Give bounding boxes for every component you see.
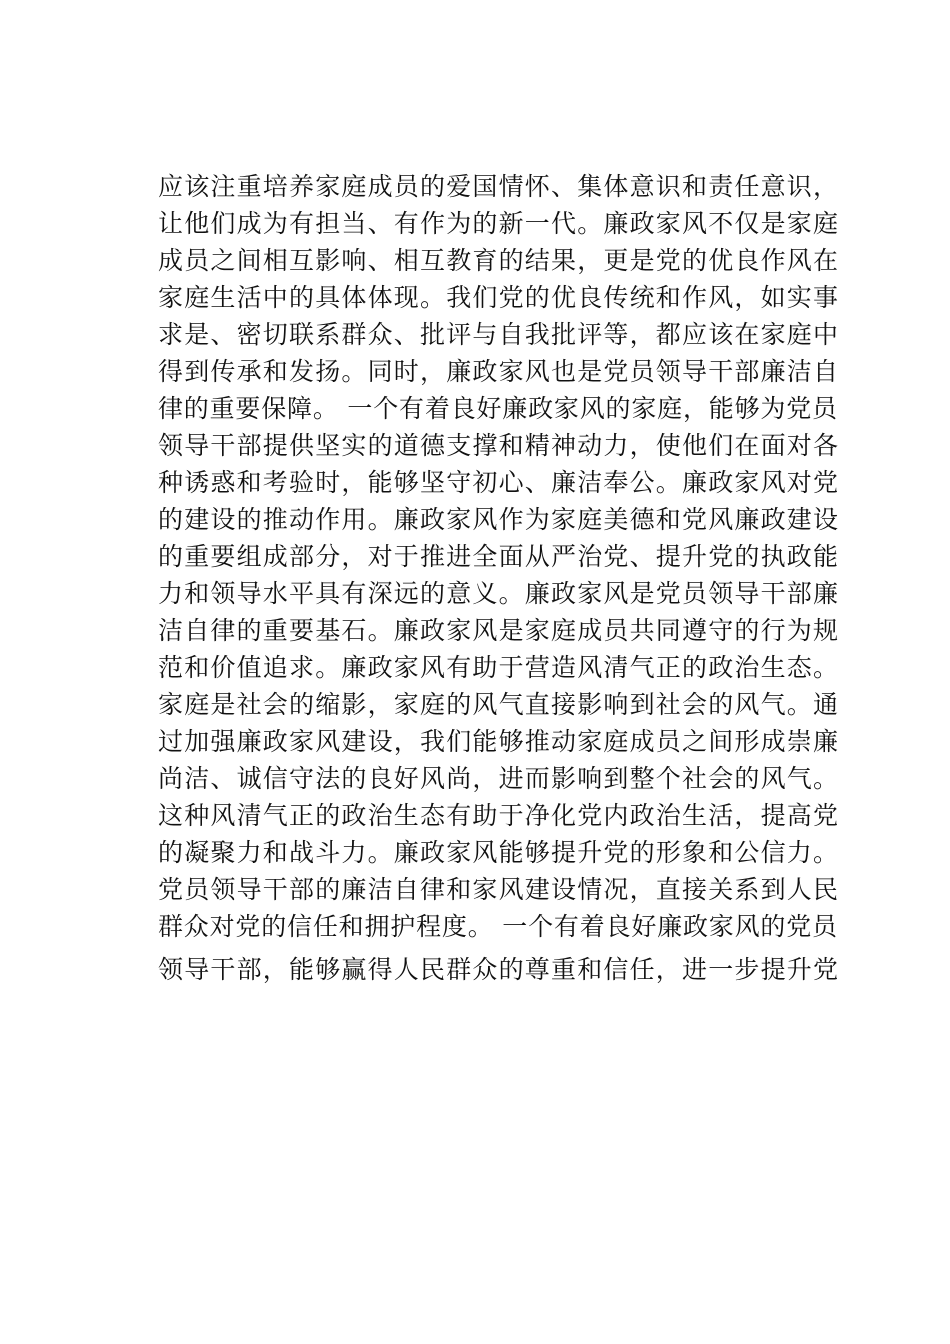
text-line: 成员之间相互影响、相互教育的结果，更是党的优良作风在	[158, 246, 840, 275]
body-text	[158, 168, 838, 988]
text-line: 洁自律的重要基石。廉政家风是家庭成员共同遵守的行为规	[158, 616, 840, 645]
text-line: 领导干部，能够赢得人民群众的尊重和信任，进一步提升党	[158, 955, 840, 984]
text-line: 力和领导水平具有深远的意义。廉政家风是党员领导干部廉	[158, 579, 840, 608]
text-line: 得到传承和发扬。同时，廉政家风也是党员领导干部廉洁自	[158, 357, 840, 386]
text-line: 这种风清气正的政治生态有助于净化党内政治生活，提高党	[158, 801, 840, 830]
text-line: 领导干部提供坚实的道德支撑和精神动力，使他们在面对各	[158, 431, 840, 460]
text-line: 家庭是社会的缩影，家庭的风气直接影响到社会的风气。通	[158, 690, 840, 719]
text-line: 的凝聚力和战斗力。廉政家风能够提升党的形象和公信力。	[158, 838, 840, 867]
text-line: 应该注重培养家庭成员的爱国情怀、集体意识和责任意识，	[158, 172, 840, 201]
text-line: 让他们成为有担当、有作为的新一代。廉政家风不仅是家庭	[158, 209, 840, 238]
text-line: 种诱惑和考验时，能够坚守初心、廉洁奉公。廉政家风对党	[158, 468, 840, 497]
text-line: 的重要组成部分，对于推进全面从严治党、提升党的执政能	[158, 542, 840, 571]
text-line: 求是、密切联系群众、批评与自我批评等，都应该在家庭中	[158, 320, 840, 349]
text-line: 党员领导干部的廉洁自律和家风建设情况，直接关系到人民	[158, 875, 840, 904]
text-line: 群众对党的信任和拥护程度。 一个有着良好廉政家风的党员	[158, 912, 838, 941]
text-line: 律的重要保障。 一个有着良好廉政家风的家庭，能够为党员	[158, 394, 838, 423]
text-line: 范和价值追求。廉政家风有助于营造风清气正的政治生态。	[158, 653, 840, 682]
text-line: 家庭生活中的具体体现。我们党的优良传统和作风，如实事	[158, 283, 840, 312]
text-line: 的建设的推动作用。廉政家风作为家庭美德和党风廉政建设	[158, 505, 840, 534]
text-line: 过加强廉政家风建设，我们能够推动家庭成员之间形成崇廉	[158, 727, 840, 756]
text-line: 尚洁、诚信守法的良好风尚，进而影响到整个社会的风气。	[158, 764, 840, 793]
